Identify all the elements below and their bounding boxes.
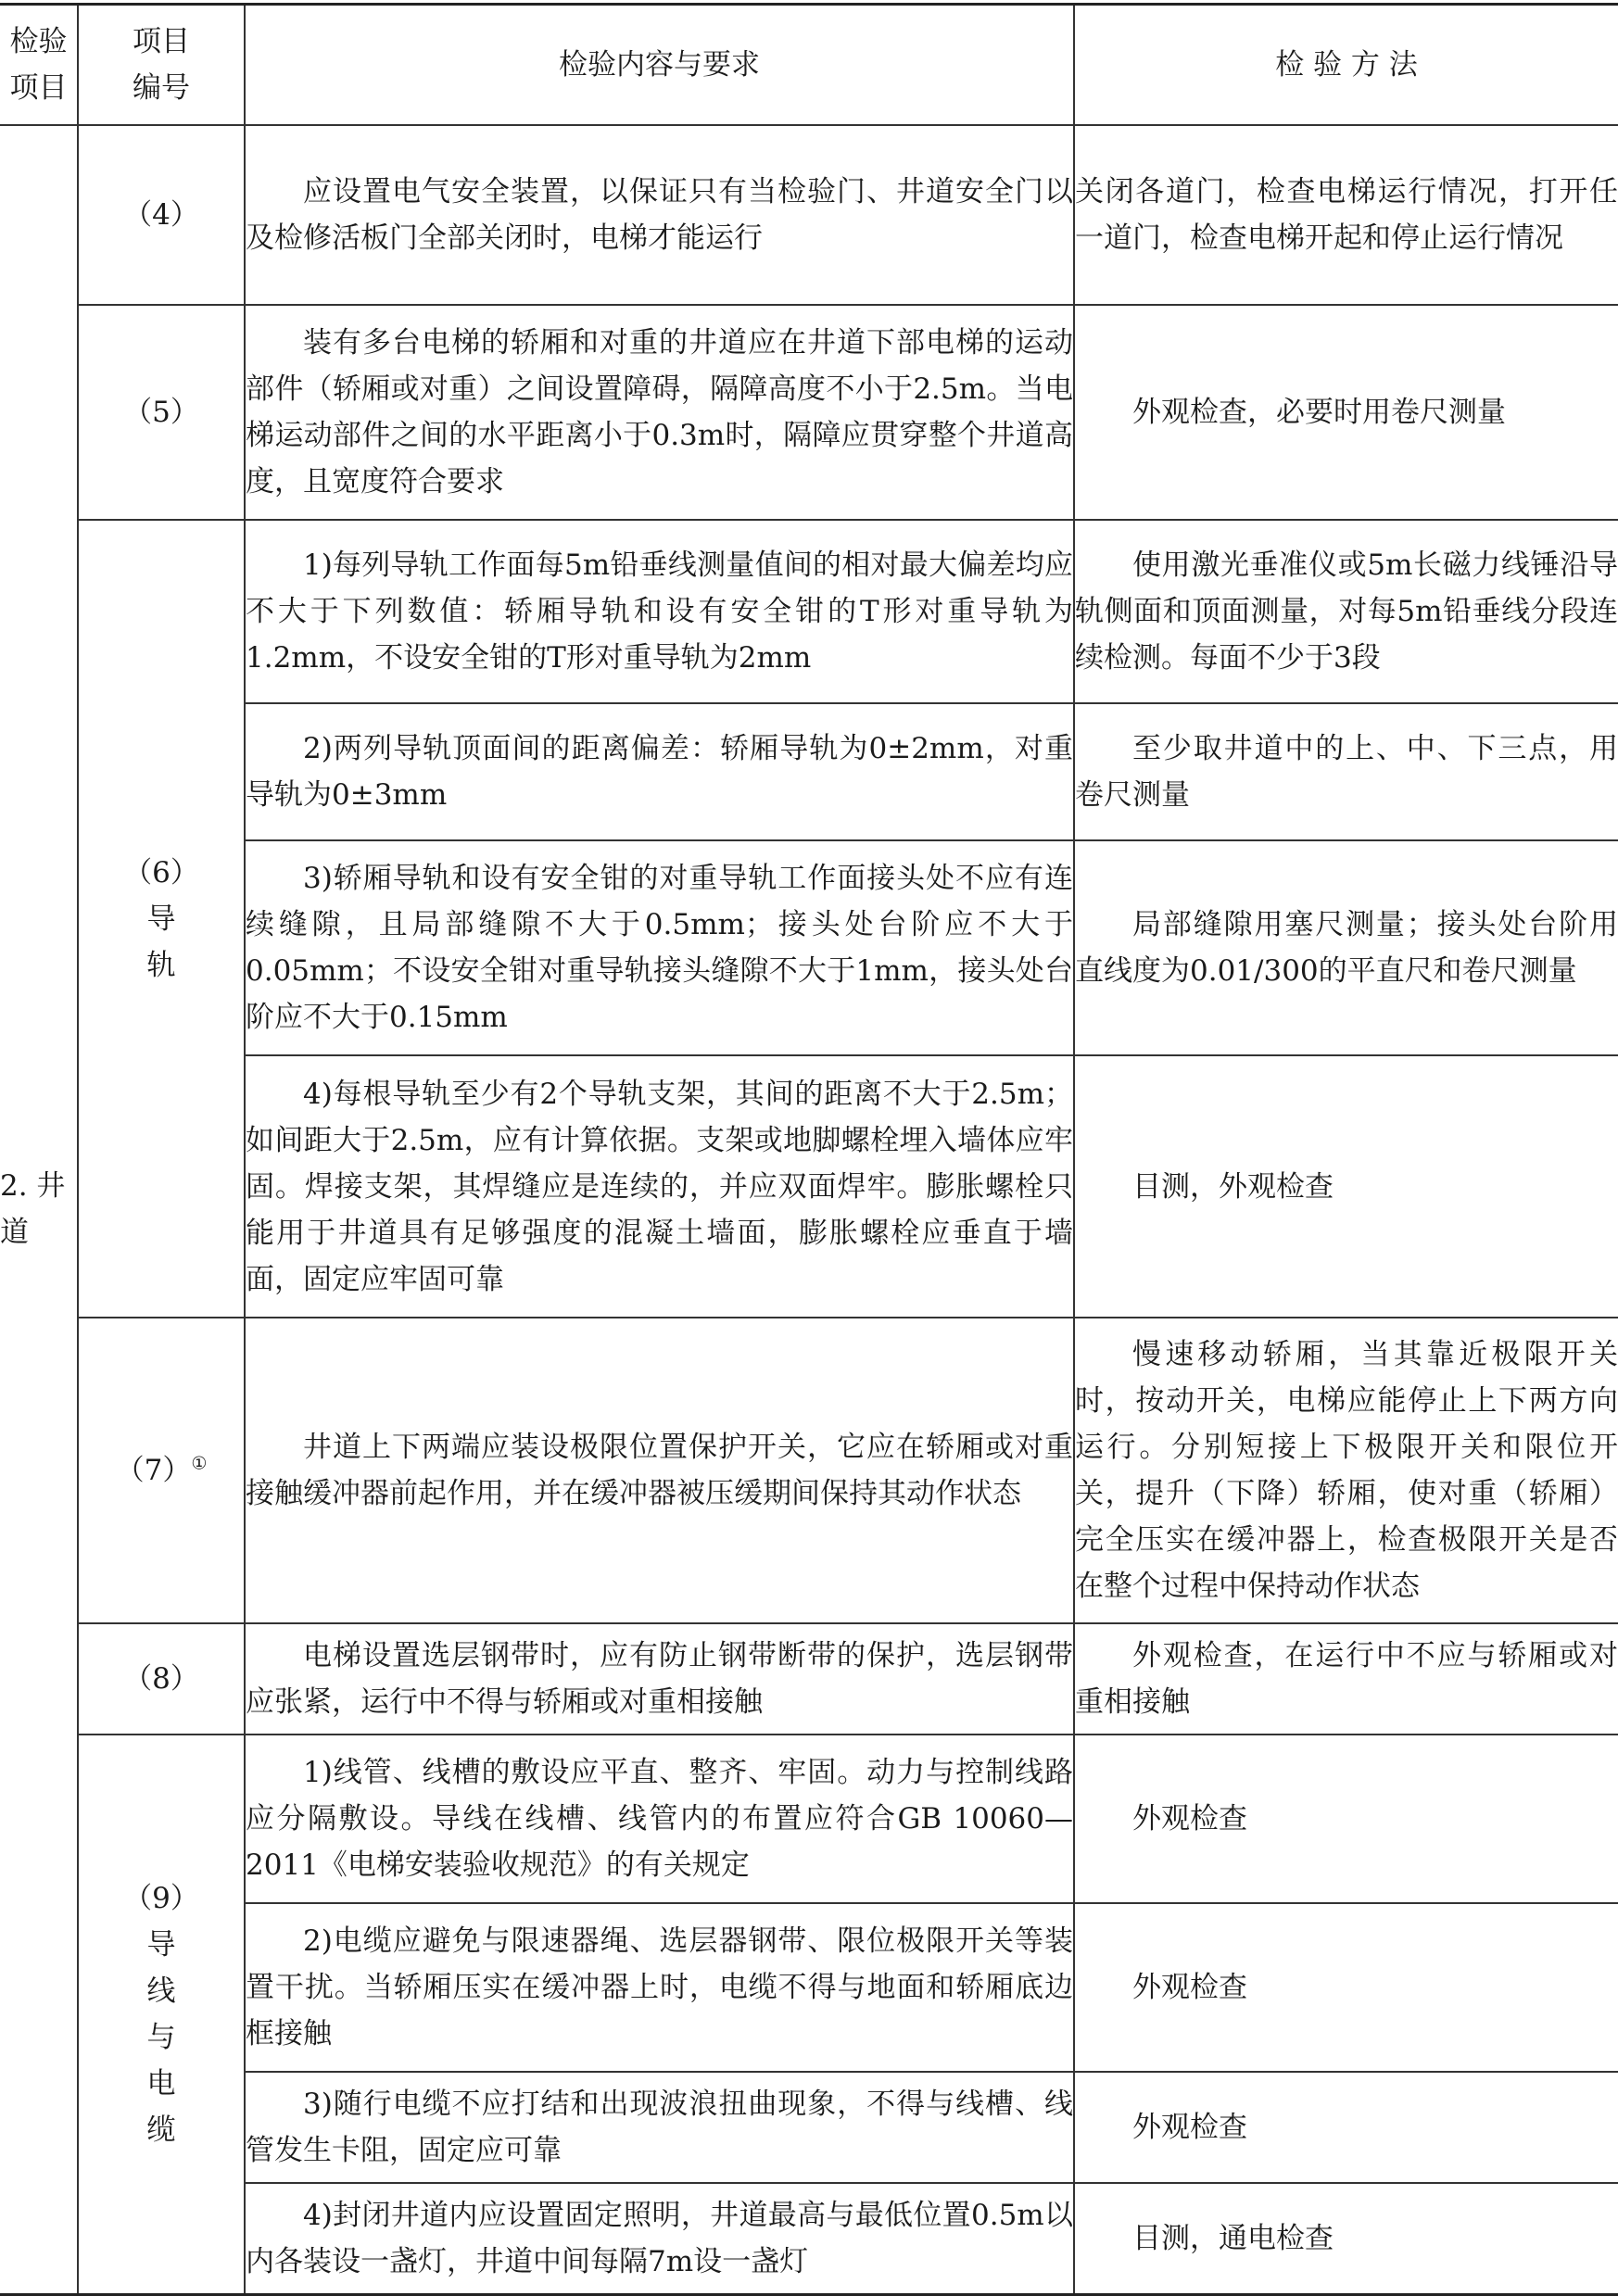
method-cell: 外观检查 (1074, 2072, 1618, 2183)
method-cell: 慢速移动轿厢，当其靠近极限开关时，按动开关，电梯应能停止上下两方向运行。分别短接上下极限开关和限位开关，提升（下降）轿厢，使对重（轿厢）完全压实在缓冲器上，检查极限开关是否在整个过程中保持动作状态 (1074, 1318, 1618, 1623)
content-cell: 应设置电气安全装置，以保证只有当检验门、井道安全门以及检修活板门全部关闭时，电梯才能运行 (245, 125, 1074, 305)
method-cell: 至少取井道中的上、中、下三点，用卷尺测量 (1074, 703, 1618, 840)
content-cell: 3)轿厢导轨和设有安全钳的对重导轨工作面接头处不应有连续缝隙，且局部缝隙不大于0.5mm；接头处台阶应不大于0.05mm；不设安全钳对重导轨接头缝隙不大于1mm，接头处台阶应不大于0.15mm (245, 840, 1074, 1055)
method-cell: 外观检查 (1074, 1903, 1618, 2072)
header-inspection-method: 检 验 方 法 (1074, 5, 1618, 126)
table-row (0, 125, 1618, 305)
category-cell: 2. 井道 (0, 125, 78, 2294)
table-row (0, 1623, 1618, 1735)
item-number: （6） 导 轨 (78, 520, 245, 1318)
header-row (0, 5, 1618, 126)
content-cell: 4)封闭井道内应设置固定照明，井道最高与最低位置0.5m以内各装设一盏灯，井道中间每隔7m设一盏灯 (245, 2183, 1074, 2294)
item-number: （8） (78, 1623, 245, 1735)
header-item-number: 项目 编号 (78, 5, 245, 126)
header-content-requirements: 检验内容与要求 (245, 5, 1074, 126)
table-row (0, 1735, 1618, 1903)
header-inspection-item: 检验 项目 (0, 5, 78, 126)
method-cell: 目测，外观检查 (1074, 1055, 1618, 1318)
table-row (0, 1318, 1618, 1623)
method-cell: 局部缝隙用塞尺测量；接头处台阶用直线度为0.01/300的平直尺和卷尺测量 (1074, 840, 1618, 1055)
content-cell: 4)每根导轨至少有2个导轨支架，其间的距离不大于2.5m；如间距大于2.5m，应有计算依据。支架或地脚螺栓埋入墙体应牢固。焊接支架，其焊缝应是连续的，并应双面焊牢。膨胀螺栓只能用于井道具有足够强度的混凝土墙面，膨胀螺栓应垂直于墙面，固定应牢固可靠 (245, 1055, 1074, 1318)
table-row (0, 520, 1618, 703)
method-cell: 外观检查 (1074, 1735, 1618, 1903)
content-cell: 井道上下两端应装设极限位置保护开关，它应在轿厢或对重接触缓冲器前起作用，并在缓冲器被压缓期间保持其动作状态 (245, 1318, 1074, 1623)
item-number: （5） (78, 305, 245, 520)
inspection-table (0, 3, 1618, 2296)
method-cell: 使用激光垂准仪或5m长磁力线锤沿导轨侧面和顶面测量，对每5m铅垂线分段连续检测。每面不少于3段 (1074, 520, 1618, 703)
item-number: （9） 导 线 与 电 缆 (78, 1735, 245, 2294)
method-cell: 目测，通电检查 (1074, 2183, 1618, 2294)
method-cell: 外观检查，在运行中不应与轿厢或对重相接触 (1074, 1623, 1618, 1735)
footnote-marker: ① (191, 1453, 208, 1474)
content-cell: 电梯设置选层钢带时，应有防止钢带断带的保护，选层钢带应张紧，运行中不得与轿厢或对重相接触 (245, 1623, 1074, 1735)
table-row (0, 305, 1618, 520)
content-cell: 2)电缆应避免与限速器绳、选层器钢带、限位极限开关等装置干扰。当轿厢压实在缓冲器上时，电缆不得与地面和轿厢底边框接触 (245, 1903, 1074, 2072)
method-cell: 关闭各道门，检查电梯运行情况，打开任一道门，检查电梯开起和停止运行情况 (1074, 125, 1618, 305)
method-cell: 外观检查，必要时用卷尺测量 (1074, 305, 1618, 520)
item-number: （4） (78, 125, 245, 305)
content-cell: 1)线管、线槽的敷设应平直、整齐、牢固。动力与控制线路应分隔敷设。导线在线槽、线管内的布置应符合GB 10060—2011《电梯安装验收规范》的有关规定 (245, 1735, 1074, 1903)
content-cell: 3)随行电缆不应打结和出现波浪扭曲现象，不得与线槽、线管发生卡阻，固定应可靠 (245, 2072, 1074, 2183)
item-number: （7）① (78, 1318, 245, 1623)
content-cell: 装有多台电梯的轿厢和对重的井道应在井道下部电梯的运动部件（轿厢或对重）之间设置障碍，隔障高度不小于2.5m。当电梯运动部件之间的水平距离小于0.3m时，隔障应贯穿整个井道高度，且宽度符合要求 (245, 305, 1074, 520)
content-cell: 1)每列导轨工作面每5m铅垂线测量值间的相对最大偏差均应不大于下列数值：轿厢导轨和设有安全钳的T形对重导轨为1.2mm，不设安全钳的T形对重导轨为2mm (245, 520, 1074, 703)
content-cell: 2)两列导轨顶面间的距离偏差：轿厢导轨为0±2mm，对重导轨为0±3mm (245, 703, 1074, 840)
